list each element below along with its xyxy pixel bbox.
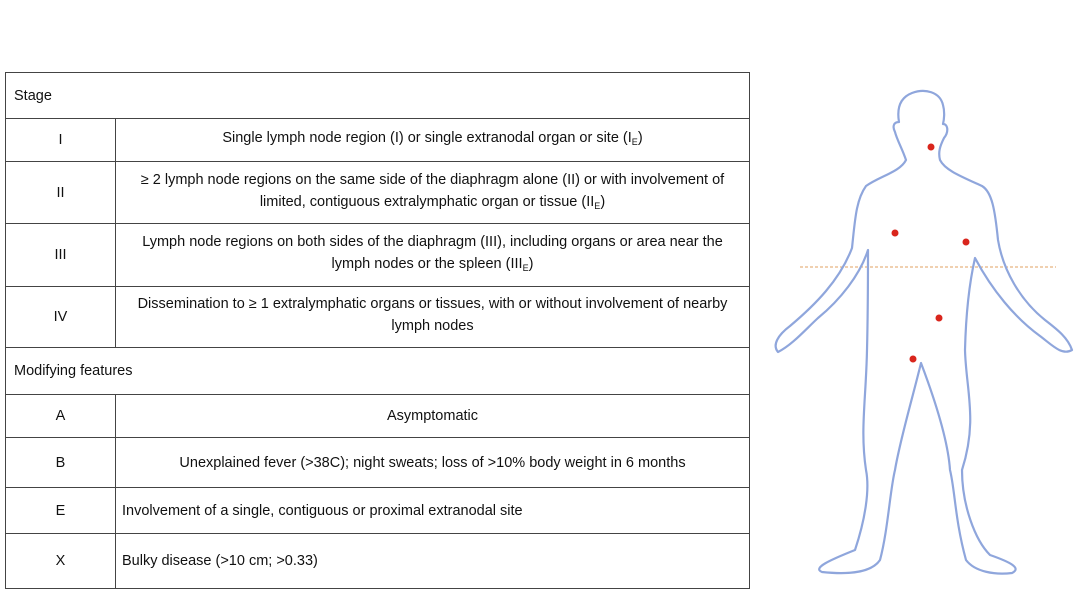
- stage-description: Lymph node regions on both sides of the diaphragm (III), including organs or area near the lymph nodes or the spleen $(III_E)$: [116, 224, 750, 287]
- lymph-node-markers: [892, 144, 970, 363]
- stage-description: ≥ 2 lymph node regions on the same side of the diaphragm alone (II) or with involvement of limited, contiguous extralymphatic organ or tissue $(II_E)$: [116, 162, 750, 224]
- stage-code: IV: [6, 287, 116, 348]
- modifier-code: X: [6, 534, 116, 589]
- stage-description: Single lymph node region (I) or single extranodal organ or site $(I_E)$: [116, 119, 750, 162]
- stage-code: I: [6, 119, 116, 162]
- body-outline: [776, 91, 1072, 574]
- lymph-node-dot: [928, 144, 935, 151]
- modifier-description: Asymptomatic: [116, 395, 750, 438]
- modifier-code: E: [6, 488, 116, 534]
- modifier-code: A: [6, 395, 116, 438]
- lymph-node-dot: [936, 315, 943, 322]
- stage-code: II: [6, 162, 116, 224]
- stage-code: III: [6, 224, 116, 287]
- stage-header: Stage: [6, 73, 750, 119]
- lymph-node-dot: [892, 230, 899, 237]
- stage-description: Dissemination to ≥ 1 extralymphatic organs or tissues, with or without involvement of nearby lymph nodes: [116, 287, 750, 348]
- lymph-node-dot: [910, 356, 917, 363]
- modifier-description: Unexplained fever (>38C); night sweats; loss of >10% body weight in 6 months: [116, 438, 750, 488]
- modifying-features-header: Modifying features: [6, 348, 750, 395]
- modifier-code: B: [6, 438, 116, 488]
- lymph-node-dot: [963, 239, 970, 246]
- modifier-description: Involvement of a single, contiguous or proximal extranodal site: [116, 488, 750, 534]
- modifier-description: Bulky disease (>10 cm; >0.33): [116, 534, 750, 589]
